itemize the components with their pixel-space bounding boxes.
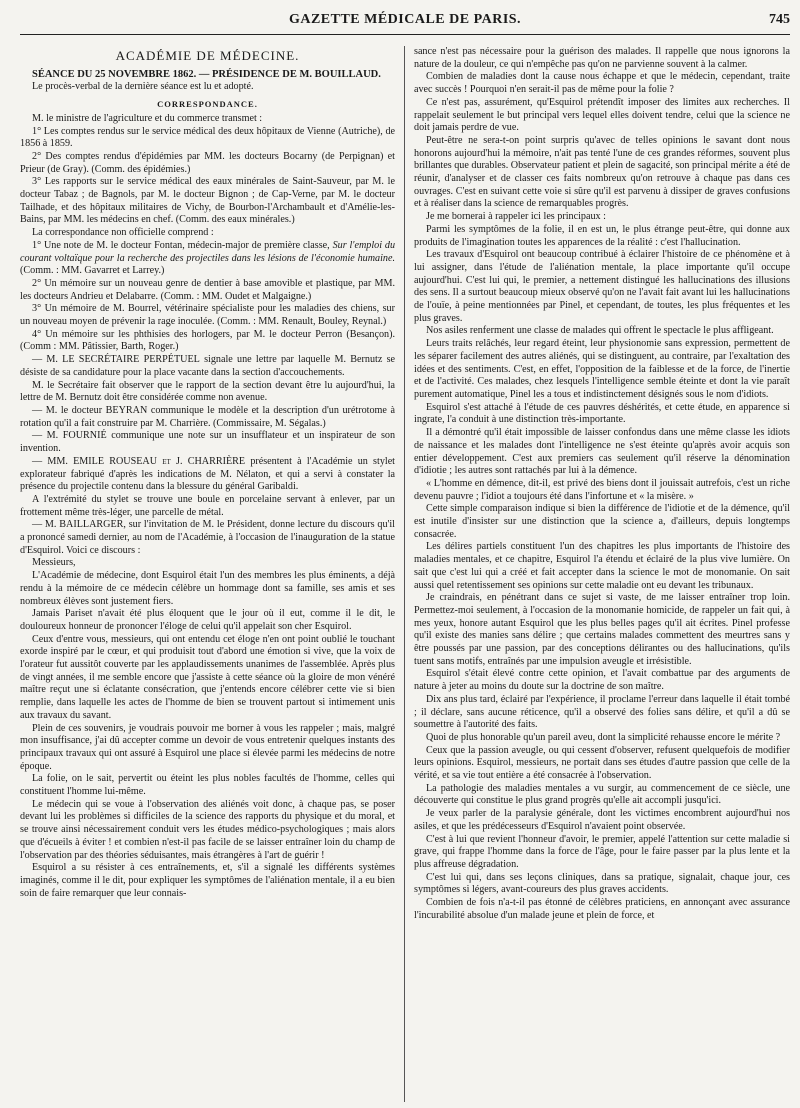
- paragraph: Combien de maladies dont la cause nous échappe et que le médecin, cependant, traite avec succès ! Pourquoi n'en serait-il pas de même pour la folie ?: [414, 71, 790, 96]
- paragraph: La correspondance non officielle comprend :: [32, 227, 214, 239]
- paragraph: Nos asiles renferment une classe de malades qui offrent le spectacle le plus affligeant.: [426, 325, 774, 337]
- journal-title: GAZETTE MÉDICALE DE PARIS.: [288, 12, 522, 27]
- paragraph: Jamais Pariset n'avait été plus éloquent que le jour où il eut, comme il le dit, le douloureux honneur de prononcer l'éloge de celui qu'il appelait son cher Esquirol.: [20, 608, 395, 632]
- text-run: — M.: [32, 430, 59, 442]
- paragraph: Le médecin qui se voue à l'observation des aliénés voit donc, à chaque pas, se poser devant lui les problèmes si difficiles de la science des rapports du physique et du moral, et se trouve ainsi nécessairement conduit vers les études médico-psychologiques ; mais alors que d'écueils à éviter ! et combien n'est-il pas facile de se laisser entraîner loin du champ de l'observation par des théories séduisantes, mais étrangères à l'art de guérir !: [20, 798, 395, 861]
- paragraph: Les délires partiels constituent l'un des chapitres les plus importants de l'histoire des maladies mentales, et ce chapitre, Esquirol l'a étendu et éclairé de la plus vive lumière. On sait que c'est lui qui a créé et fait accepter dans la science le mot de monomanie. On sait aussi quel retentissement ses opinions sur cette maladie ont eu devant les tribunaux.: [414, 541, 790, 591]
- paragraph: Il a démontré qu'il était impossible de laisser confondus dans une même classe les idiots de naissance et les malades dont l'intelligence ne s'est éteinte qu'après avoir acquis son entier développement. C'est aux premiers cas seulement qu'il réserve la dénomination d'idiotie ; les autres sont rattachés par lui à la démence.: [414, 427, 790, 477]
- masthead: [20, 10, 790, 35]
- speaker-name: FOURNIÉ: [62, 430, 107, 442]
- paragraph: Esquirol s'est attaché à l'étude de ces pauvres déshérités, et cette étude, en apparence si ingrate, l'a conduit à une distinction très-importante.: [414, 401, 790, 426]
- section-heading: ACADÉMIE DE MÉDECINE.: [115, 48, 300, 63]
- paragraph: Ce n'est pas, assurément, qu'Esquirol prétendît imposer des limites aux recherches. Il rappelait seulement le but principal vers lequel elles doivent tendre, celui que la science ne doit jamais perdre de vue.: [414, 96, 790, 134]
- text-run: communique une note sur un insufflateur et un inspirateur de son invention.: [20, 430, 396, 455]
- paragraph: Combien de fois n'a-t-il pas étonné de célèbres praticiens, en annonçant avec assurance l'incurabilité absolue d'un malade jeune et plein de force, et: [414, 897, 790, 921]
- paragraph: Les travaux d'Esquirol ont beaucoup contribué à éclairer l'histoire de ce phénomène et à lui assigner, dans l'étude de l'aliénation mentale, la place importante qu'il occupe aujourd'hui. C'est lui qui, le premier, a nettement distingué les hallucinations des illusions des sens. Il a surtout beaucoup mieux observé qu'on ne l'avait fait avant lui les hallucinations de l'ouïe, à peine mentionnées par Pinel, et cependant, de toutes, les plus fréquentes et les plus graves.: [414, 249, 790, 324]
- paragraph: Quoi de plus honorable qu'un pareil aveu, dont la simplicité rehausse encore le mérite ?: [426, 731, 781, 743]
- paragraph: [20, 354, 395, 379]
- paragraph: Cette simple comparaison indique si bien la différence de l'idiotie et de la démence, qu'il est inutile d'insister sur une distinction que la science a, d'ailleurs, depuis longtemps consacrée.: [414, 503, 790, 540]
- salutation: Messieurs,: [32, 557, 76, 569]
- paragraph: Esquirol a su résister à ces entraînements, et, s'il a signalé les différents systèmes imaginés, comme il le dit, pour expliquer les symptômes de l'aliénation mentale, il a eu bien soin de faire remarquer que leur connais-: [20, 862, 395, 899]
- text-run: , sur l'invitation de M. le Président, donne lecture du discours qu'il a prononcé samedi dernier, au nom de l'Académie, à l'occasion de l'inauguration de la statue d'Esquirol. Voici ce discours :: [20, 519, 395, 556]
- paragraph: Plein de ces souvenirs, je voudrais pouvoir me borner à vous les rappeler ; mais, malgré mon insuffisance, j'ai dû accepter comme un devoir de vous entretenir quelques instants des principaux travaux qui ont assuré à Esquirol une place si élevée parmi les médecins de notre époque.: [20, 722, 395, 772]
- paragraph: M. le Secrétaire fait observer que le rapport de la section devant être lu aujourd'hui, la lettre de M. Bernutz doit être considérée comme non avenue.: [20, 379, 395, 404]
- text-columns: [20, 46, 790, 1102]
- paragraph: Esquirol s'était élevé contre cette opinion, et l'avait combattue par des arguments de nature à jeter au moins du doute sur la doctrine de son maître.: [414, 668, 790, 693]
- text-run: — M. le docteur: [32, 404, 103, 416]
- text-run: (Comm. : MM. Gavarret et Larrey.): [20, 265, 165, 277]
- paragraph: Peut-être ne sera-t-on point surpris qu'avec de telles opinions le savant dont nous honorons aujourd'hui la mémoire, n'ait pas tenté l'une de ces grandes réformes, souvent plus brillantes que durables. Observateur patient et plein de sagacité, son principal mérite a été de réunir, d'analyser et de classer ces faits nombreux qu'on retrouve à chaque pas dans ces ouvrages. C'est en suivant cette voie si sûre qu'il est parvenu à dissiper de graves confusions et à réaliser dans la science de remarquables progrès.: [414, 134, 790, 210]
- paragraph: L'Académie de médecine, dont Esquirol était l'un des membres les plus éminents, a déjà rendu à la mémoire de ce médecin célèbre un hommage dont sa famille, ses amis et ses nombreux élèves sont justement fiers.: [20, 570, 395, 607]
- paragraph: M. le ministre de l'agriculture et du commerce transmet :: [32, 112, 263, 124]
- page-number: 745: [769, 12, 790, 27]
- paragraph: [20, 240, 395, 278]
- italic-title: Sur l'emploi du courant voltaïque pour la recherche des projectiles dans les lésions de l'économie humaine.: [20, 239, 396, 264]
- paragraph: La folie, on le sait, pervertit ou éteint les plus nobles facultés de l'homme, celles qui constituent l'homme lui-même.: [20, 773, 395, 798]
- paragraph: 1° Les comptes rendus sur le service médical des deux hôpitaux de Vienne (Autriche), de 1856 à 1859.: [20, 125, 395, 150]
- speaker-name: EMILE ROUSEAU et J. CHARRIÈRE: [73, 455, 246, 467]
- paragraph: Je me bornerai à rappeler ici les principaux :: [426, 211, 606, 223]
- text-run: signale une lettre par laquelle M. Bernutz se désiste de sa candidature pour la place vacante dans la section d'accouchements.: [20, 354, 396, 378]
- paragraph: Je veux parler de la paralysie générale, dont les victimes encombrent aujourd'hui nos asiles, et que les prédécesseurs d'Esquirol n'avaient point observée.: [414, 808, 790, 832]
- paragraph: [20, 519, 395, 557]
- paragraph: 4° Un mémoire sur les phthisies des horlogers, par M. le docteur Perron (Besançon). (Comm : MM. Pâtissier, Barth, Roger.): [20, 328, 395, 353]
- text-run: communique le modèle et la description d'un urétrotome à rotation qu'il a fait construire par M. Charrière. (Commissaire, M. Ségalas.): [20, 404, 395, 429]
- paragraph: [20, 430, 395, 455]
- paragraph: Dix ans plus tard, éclairé par l'expérience, il proclame l'erreur dans laquelle il était tombé ; il déclare, sans aucune réticence, qu'il a observé des folies sans délire, et qu'il a dû se soumettre à l'autorité des faits.: [414, 693, 790, 731]
- left-column: [20, 46, 405, 1102]
- paragraph: C'est à lui que revient l'honneur d'avoir, le premier, appelé l'attention sur cette maladie si grave, qui frappe l'homme dans la force de l'âge, pour le faire passer par la plus lente et la plus affreuse dégradation.: [414, 833, 790, 870]
- seance-line: SÉANCE DU 25 NOVEMBRE 1862. — PRÉSIDENCE DE M. BOUILLAUD.: [32, 68, 381, 80]
- right-column: [405, 46, 790, 1102]
- paragraph: Ceux que la passion aveugle, ou qui cessent d'observer, refusent quelquefois de modifier leurs opinions. Esquirol, messieurs, ne portait dans ses études d'autre passion que celle de la vérité, et sa vie tout entière a été consacrée à l'observation.: [414, 744, 790, 782]
- paragraph: [20, 405, 395, 430]
- paragraph: sance n'est pas nécessaire pour la guérison des malades. Il rappelle que nous ignorons la nature de la douleur, ce qui n'empêche pas qu'on ne parvienne souvent à la calmer.: [414, 46, 790, 70]
- paragraph: 3° Les rapports sur le service médical des eaux minérales de Saint-Sauveur, par M. le docteur Tabaz ; de Bagnols, par M. le docteur Bignon ; de Cap-Verne, par M. le docteur Tailhade, et des hôpitaux militaires de Vichy, de Bourbon-l'Archambault et d'Amélie-les-Bains, par MM. les médecins en chef. (Comm. des eaux minérales.): [20, 176, 395, 226]
- paragraph: C'est lui qui, dans ses leçons cliniques, dans sa pratique, signalait, chaque jour, ces symptômes si légers, avant-coureurs des plus graves accidents.: [414, 871, 790, 896]
- paragraph: Leurs traits relâchés, leur regard éteint, leur physionomie sans expression, permettent de les séparer facilement des autres aliénés, qui se distinguent, au contraire, par l'exaltation des idées et des sentiments. C'est, en effet, l'opposition de la faiblesse et de la force, de l'inertie et de l'activité. Ces malades, chez lesquels l'intelligence semble éteinte et dont la vie paraît purement automatique, Pinel les a tous et indistinctement désignés sous le nom d'idiots.: [414, 338, 790, 400]
- paragraph: « L'homme en démence, dit-il, est privé des biens dont il jouissait autrefois, c'est un riche devenu pauvre ; l'idiot a toujours été dans l'infortune et « la misère. »: [414, 477, 790, 502]
- speaker-name: — M. LE SECRÉTAIRE PERPÉTUEL: [32, 354, 200, 366]
- text-run: présentent à l'Académie un stylet explorateur fabriqué d'après les indications de M. Nélaton, et qui a servi à constater la présence du projectile contenu dans la blessure du général Garibaldi.: [20, 455, 395, 493]
- paragraph: Ceux d'entre vous, messieurs, qui ont entendu cet éloge n'en ont point oublié le touchant exorde inspiré par le cœur, et qui produisit tout d'abord une émotion si vive, que la voix de l'orateur fut aussitôt couverte par les applaudissements unanimes de l'assemblée. Après plus de vingt années, il me semble encore que j'assiste à cette séance où la gloire de mon vénéré maître reçut une si éclatante consécration, que j'entends encore célébrer cette vie si bien remplie, dans laquelle les actes de l'homme de bien se trouvent partout si intimement unis aux travaux du savant.: [20, 633, 395, 721]
- paragraph: Parmi les symptômes de la folie, il en est un, le plus étrange peut-être, qui donne aux produits de l'imagination toutes les apparences de la réalité : c'est l'hallucination.: [414, 223, 790, 248]
- paragraph: 2° Des comptes rendus d'épidémies par MM. les docteurs Bocarny (de Perpignan) et Prieur (de Gray). (Comm. des épidémies.): [20, 150, 395, 175]
- correspondance-heading: CORRESPONDANCE.: [157, 99, 258, 110]
- paragraph: 3° Un mémoire de M. Bourrel, vétérinaire spécialiste pour les maladies des chiens, sur un nouveau moyen de prévenir la rage inoculée. (Comm. : MM. Renault, Bouley, Reynal.): [20, 303, 395, 328]
- text-run: — M.: [32, 519, 57, 531]
- text-run: — MM.: [32, 455, 68, 467]
- paragraph: [20, 456, 395, 494]
- paragraph: 2° Un mémoire sur un nouveau genre de dentier à base amovible et plastique, par MM. les docteurs Andrieu et Delabarre. (Comm. : MM. Oudet et Malgaigne.): [20, 277, 395, 302]
- text-run: 1° Une note de M. le docteur Fontan, médecin-major de première classe,: [32, 239, 330, 251]
- speaker-name: BEYRAN: [105, 404, 148, 416]
- paragraph: A l'extrémité du stylet se trouve une boule en porcelaine servant à enlever, par un frottement même très-léger, une parcelle de métal.: [20, 493, 395, 518]
- speaker-name: BAILLARGER: [59, 519, 124, 531]
- paragraph: Le procès-verbal de la dernière séance est lu et adopté.: [32, 81, 254, 93]
- paragraph: La pathologie des maladies mentales a vu surgir, au commencement de ce siècle, une découverte qui constitue le plus grand progrès qu'elle ait accompli jusqu'ici.: [414, 782, 790, 807]
- paragraph: Je craindrais, en pénétrant dans ce sujet si vaste, de me laisser entraîner trop loin. Permettez-moi seulement, à l'occasion de la monomanie homicide, de rappeler un fait qui, à mes yeux, honore autant Esquirol que les plus belles pages qu'il ait écrites. Pinel professe qu'il existe des manies sans délire ; que certains malades commettent des meurtres sans y être poussés par une passion, par des conceptions délirantes ou des hallucinations, qu'ils tuent sans motifs, entraînés par une impulsion aveugle et irrésistible.: [414, 592, 790, 667]
